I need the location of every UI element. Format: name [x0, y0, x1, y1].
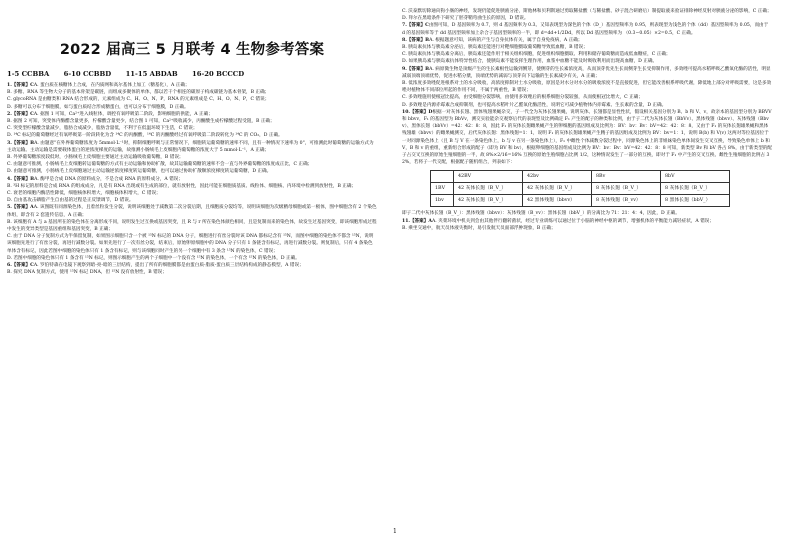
table-row: [431, 195, 730, 207]
table-cell: 42 黑体残翅（bbvv）: [523, 195, 592, 207]
answer-group: 11-15 ABDAB: [125, 70, 178, 78]
paragraph-text: B. 乘坐交通中，航天员体液失衡时，易引发航天员面部浮肿现象，B 正确；: [402, 225, 556, 231]
answer-group: 6-10 CCBBD: [63, 70, 112, 78]
paragraph-text: A. 罗伯特森在电镜下观察到暗-亮-暗的三层结构，提出了所有的细胞膜都是由蛋白质-脂质-蛋白质三层结构构成的静态模型，A 错误；: [33, 263, 304, 269]
table-row: [431, 183, 730, 195]
answer-paragraph: [7, 183, 377, 190]
paragraph-text: C. 由于 DNA 分子复制方式为半保留复制，如果图示细胞只含一个被 ¹⁵N 标记的 DNA 分子，细胞进行有丝分裂时该 DNA 都标记含有 ¹⁵N，而图中细胞的染色体不都含 ¹⁵N，说明该细胞先进行了有丝分裂，再进行减数分裂。如果先进行了一次有丝分裂，结束后，原始卵原细胞中的 DNA 分子只有 1 条链含有标记，再进行减数分裂。则复制后，只有 4 条染色单体含有标记，因此若图中细胞的染色体只有 1 条含有标记，则与该细胞同时产生的另一个细胞中有 3 条含 ¹⁵N 的染色体，C 错误；: [7, 234, 374, 254]
table-cell: [431, 171, 454, 183]
paragraph-text: C. 由题意可推测，小肠绒毛上皮细胞转运葡萄糖的方式有主动运输和协助扩散，故其运输葡萄糖的速率不会一直与外界葡萄糖的浓度成正比，C 正确；: [7, 162, 313, 168]
question-label: 6.【答案】C: [7, 263, 34, 269]
answer-paragraph: [7, 176, 377, 183]
paragraph-text: A. 病原微生物是顶级产生的生长素根性运输到侧芽，使侧芽的生长素浓度高，从而顶芽优先生长而侧芽生长受抑制作用，多效唑可提高水稻呼吸乙酸氧化酶的活性，明显减弱顶端顶端优势，促进水稻分蘖，顶端优势的减弱与顶芽向下运输的生长素减少有关，A 正确；: [402, 66, 771, 79]
paragraph-text: A. 夹菜环境中机关到会由其他伴行翻转菌状，经过专业训练可以通过位于小脑的神经中枢的调节，增强机体的平衡能力减轻症状，A 错误；: [431, 218, 714, 224]
answer-paragraph: [402, 37, 772, 44]
answer-paragraph: [402, 102, 772, 109]
answer-paragraph: [7, 255, 377, 262]
table-cell: 8 灰体长翅（B_V_）: [592, 183, 661, 195]
answer-paragraph: [402, 15, 772, 22]
answer-paragraph: [7, 104, 377, 111]
answer-paragraph: [402, 94, 772, 101]
paragraph-text: A. 根据题意可知，该病的产生与自身抗体有关，属于自身免疫病，A 正确；: [429, 37, 583, 43]
paragraph-text: D. 多效唑是内源赤霉素合成抑制剂，也可提高水稻叶片乙醛氧化酶活性，说明它可减少植物体内赤霉素、生长素的含量，D 正确。: [402, 102, 667, 108]
paragraph-text: D. ¹⁴C 标记的葡萄糖经过有氧呼吸第一阶段转化为含 ¹⁴C 的丙酮酸，¹⁴C 的丙酮酸经过有氧呼吸第二阶段转化为 ¹⁴C 的 CO₂，D 正确。: [7, 133, 283, 139]
answer-paragraph: [7, 269, 377, 276]
paragraph-text: D. 自由基攻击磷脂产生自由基的过程是正反馈调节，D 错误。: [7, 198, 134, 204]
table-cell: 8 黑体长翅（bbV_）: [661, 195, 730, 207]
answer-paragraph: [7, 233, 377, 255]
answer-paragraph: [7, 96, 377, 103]
answer-paragraph: [402, 22, 772, 36]
answer-paragraph: [402, 58, 772, 65]
paragraph-text: B. 多糖、RNA 等生物大分子的基本骨架是碳链，而组成多聚体的单体，都以若干个相连的碳原子构成碳链为基本骨架，B 正确；: [7, 90, 270, 96]
paragraph-text: A. 据图 1 可知，Ca²⁺进入线粒体，调控有氧呼吸第二阶段，影响细胞的供能，A 正确；: [33, 111, 213, 117]
answer-paragraph: [402, 66, 772, 80]
table-cell: 8bV: [661, 171, 730, 183]
paragraph-text: D. 拜尔在黑暗条件下研究了胚芽鞘弯曲生长的原因，D 错误。: [402, 16, 529, 22]
answer-key: [7, 70, 377, 79]
paragraph-text: A. 该图既有同源染色体，且着丝粒发生分裂，说明该细胞处于减数第二次分裂后期，且细胞质分裂均等，说明该细胞为次级精母细胞或第一极体，图中细胞含有 2 个染色体组，即含有 2 套遗传信息，A 正确；: [7, 205, 377, 218]
answer-paragraph: [7, 118, 377, 125]
answer-paragraph: [7, 89, 377, 96]
answer-paragraph: [7, 111, 377, 118]
paragraph-text: B. 胰岛素抗体与胰岛素分泌后，胰岛素还能进行对靶细胞摄取葡萄糖导致低血糖，B 错误；: [402, 45, 588, 51]
answer-paragraph: [7, 219, 377, 233]
answer-paragraph: [7, 262, 377, 269]
table-cell: 8 灰体长翅（B_V_）: [661, 183, 730, 195]
paragraph-text: A. 蛋白质在核糖体上合成，在内质网和高尔基体上加工（糖基化），A 正确；: [33, 83, 190, 88]
answer-paragraph: [402, 51, 772, 58]
table-cell: 42 灰体长翅（B_V_）: [454, 183, 523, 195]
paragraph-text: B. 该细胞有 A 与 a 基因所在的染色体在分离形成不同，说明发生过互换或基因突变，且 R 与 r 所在染色体颜色相同，且是复制而来的染色体，故发生过基因突变，即该细胞形成过程中发生的变异类型是基因重组和基因突变，B 正确；: [7, 219, 377, 233]
paragraph-text: 即子二代中灰体长翅（B_V_）：黑体残翅（bbvv）：灰体残翅（B_vv）：黑体长翅（bbV_）的分离比为 71：21：4：4，因此，D 正确。: [402, 211, 680, 217]
paragraph-text: B. ³H 标记的原料是合成 RNA 的组成成分，凡是有 RNA 出现或有生成的部位，就有放射性，因此可能在细胞质基质、线粒体、细胞核、内环境中检测到放射性，B 正确；: [7, 183, 357, 189]
answer-group: 1-5 CCBBA: [7, 70, 50, 78]
paragraph-text: C. 多效唑施用使根冠比提高，由受细胞分裂影响，由使用多效唑后的根系细胞分裂较强，从而使根冠比增大，C 正确；: [402, 95, 643, 101]
right-body: [402, 8, 772, 166]
question-label: 10.【答案】D: [402, 109, 433, 115]
question-label: 2.【答案】C: [7, 111, 34, 117]
table-cell: 1bv: [431, 195, 454, 207]
answer-paragraph: [7, 132, 377, 139]
answer-paragraph: [402, 44, 772, 51]
paragraph-text: D. 若图中细胞的染色体只有 1 条含有 ¹⁵N 标记，则图示细胞产生的两个子细胞中一个没有含 ¹⁵N 的染色体，一个有含 ¹⁵N 的染色体，D 正确。: [7, 255, 300, 261]
paragraph-text: A. 由题意"在外界葡萄糖浓度为 5mmol·L⁻¹时，抑制细胞呼吸与正常情况下，细胞转运葡萄糖的速率不同，且有一种情况下速率为 0"，可推测此时葡萄糖的运输方式为主动运输。主动运输是需要载体蛋白的逆浓度梯度的运输，故推测小肠绒毛上皮细胞内葡萄糖的浓度大于 5 mmol·L⁻¹，A 正确；: [7, 140, 374, 153]
paragraph-text: 由图可知，D 基因频率为 0.7，则 d 基因频率为 0.3。又知表现型为深色的个体（D_）基因型频率为 0.95，则表现型为浅色的个体（dd）基因型频率为 0.05，而由于 d 的基因频率等于 dd 基因型频率加上杂合子基因型频率的一半，即 d=dd+1/2Dd，所以 Dd 基因型频率为 （0.3−0.05）×2=0.5，C 正确。: [402, 23, 769, 36]
answer-paragraph: [7, 190, 377, 197]
paragraph-text: D. 多糖可以分布于细胞膜，如与蛋白质结合形成糖蛋白，也可以分布于细胞膜，D 正确。: [7, 104, 189, 110]
left-body: [7, 82, 377, 276]
answer-group: 16-20 BCCCD: [192, 70, 245, 78]
paragraph-text: A. 酶甲是合成 DNA 的原料成分，不是合成 RNA 的原料成分，A 错误；: [34, 176, 183, 182]
answer-paragraph: [402, 225, 772, 232]
table-cell: 42BV: [454, 171, 523, 183]
question-label: 3.【答案】B: [7, 140, 35, 146]
answer-paragraph: [7, 161, 377, 168]
question-label: 8.【答案】B: [402, 37, 430, 43]
right-body-after-table: [402, 210, 772, 232]
table-cell: 1BV: [431, 183, 454, 195]
answer-paragraph: [7, 140, 377, 154]
answer-paragraph: [7, 125, 377, 132]
answer-paragraph: [7, 197, 377, 204]
paragraph-text: B. 探究 DNA 复制方式，使用 ¹⁵N 标记 DNA，但 ¹⁵N 没有放射性，B 错误；: [7, 270, 167, 276]
table-cell: 42bv: [523, 171, 592, 183]
answer-paragraph: [7, 82, 377, 89]
paragraph-text: C. 胰岛素抗体与胰岛素分离后，胰岛素还能作用于相关组织细胞，促进组织细胞摄取、利用和储存葡萄糖而造成低血糖症，C 正确；: [402, 52, 671, 58]
paragraph-text: C. 沃泰默切除通向狗小肠的神经，发现仍能促进胰液分泌，斯他林和贝利斯通过剪取稀盐酸（与稀盐酸、砂子混合研磨后）制提取液来验证排除神经反射对胰液分泌的影响，C 正确；: [402, 9, 772, 14]
answer-paragraph: [7, 154, 377, 161]
table-cell: 8 灰体残翅（B_vv）: [592, 195, 661, 207]
table-cell: 42 灰体长翅（B_V_）: [454, 195, 523, 207]
document-title: 2022 届高三 5 月联考 4 生物参考答案: [59, 42, 325, 58]
right-column: [402, 8, 772, 232]
paragraph-text: C. glycoRNA 是由糖类和 RNA 结合形成的，元素组成为 C、H、O、N、P，RNA 的元素组成是 C、H、O、N、P，C 错误；: [7, 97, 270, 103]
answer-paragraph: [402, 210, 772, 217]
paragraph-text: B. 外界葡萄糖浓度较低时，小肠绒毛上皮细胞主要通过主动运输吸收葡萄糖，B 错误；: [7, 155, 184, 161]
question-label: 11.【答案】A: [402, 218, 432, 224]
question-label: 1.【答案】C: [7, 83, 34, 88]
table-row: [431, 171, 730, 183]
answer-paragraph: [7, 204, 377, 218]
left-column: [7, 8, 377, 276]
paragraph-text: C. 衰老的细胞内酶活性降低，细胞核体积增大，细胞核体积增大，C 错误；: [7, 191, 161, 197]
question-label: 4.【答案】B: [7, 176, 35, 182]
paragraph-text: D. 如果胰岛素与胰岛素抗体特异性结合，使胰岛素不能发挥生理作用，血浆中血糖不能及时吸收利用而出现高血糖，D 正确。: [402, 59, 658, 65]
paragraph-text: B. 低浓度多效唑促进根系对土的水分吸收，高浓度抑制对土水分吸收，原因是对水分对水分的吸收浓度不是直接促进，但它能改善根系呼吸代谢，降低地上部分对呼吸需要，这是多效唑对植物体不同部位所起的作用不同，不属于两重性，B 错误；: [402, 81, 772, 94]
question-label: 5.【答案】A: [7, 205, 34, 211]
answer-paragraph: [7, 168, 377, 175]
question-label: 9.【答案】B: [402, 66, 430, 72]
page-number: 1: [393, 528, 397, 535]
answer-paragraph: [402, 8, 772, 15]
paragraph-text: B. 据图 2 可知，突变体内酶醋含量更多，柠檬酸含量更少，结合图 1 可知，Ca²⁺吸收减少，丙酮酸生成柠檬酸过程受阻，B 正确；: [7, 119, 275, 125]
answer-paragraph: [402, 80, 772, 94]
answer-paragraph: [402, 109, 772, 167]
paragraph-text: 根据一对灰体长翅、黑体残翅果蝇杂交，子一代全为灰体长翅果蝇，说明灰体、长翅都是显性性状，假设相关基因分别为 B、b 和 V、v，故亲本的基因型分别为 BBVV 和 bbvv，F₁ 的基因型为 BbVv，测交实验能杂交观察后代的表现型及比例确定 F₁ 产生的配子的种类和比例，由于子二代为灰体长翅（BbVv）、黑体残翅（bbvv）、灰体残翅（Bbvv）、黑体长翅（bbVv）=42：42：8：8，因此 F₁ 的灰体长翅雌果蝇产生的卵细胞的基因组成及比例为：BV：bv：Bv：bV=42：42：8：8，又由于 F₁ 的灰体长翅雄果蝇和黑体残翅雄（bbvv）的雌果蝇测交，后代灰体长翅：黑体残翅=1：1，说明 F₁ 的灰体长翅雄果蝇产生精子的基因组成及比例为 BV：bv=1：1，说明 B(b) 和 V(v) 这两对等位基因位于一对同源染色体上（且 B 与 V 在一条染色体上，b 与 v 在另一条染色体上），F₁ 中雌性个体减数分裂过程中，同源染色体上的非姐妹染色单体间发生交叉互换，导致染色单体上 b 和 V，B 和 v 的重组，重新组合形成的配子（即为 BV 和 bv），根据卵细胞的基因组成及比例为 BV：bv：Bv：bV=42：42：8：8 可知，新类型 Bv 和 bV 各占 8%，由于新类型的配子占交叉互换的原始生殖细胞的一半，故 8%×2/16=16% 互换的原始生殖细胞占比例 1/2，这种情况发生了一部分的互换，即对于 F₁ 中产生的交叉互换、雌性生殖细胞的比例占 32%，若将子一代交配，根据配子随机组合，列表如下：: [402, 109, 773, 166]
answer-paragraph: [402, 218, 772, 225]
question-label: 7.【答案】C: [402, 23, 429, 29]
table-cell: 8Bv: [592, 171, 661, 183]
paragraph-text: C. 突变型柠檬酸含量减少，脂肪合成减少，脂肪含量低，不利于在低温环境下生活，C 错误；: [7, 126, 198, 132]
table-cell: 42 灰体长翅（B_V_）: [523, 183, 592, 195]
genetics-table: [430, 170, 730, 207]
paragraph-text: D. 由题意可推测，小肠绒毛上皮细胞通过主动运输逆浓度梯度转运葡萄糖，也可以通过协助扩散顺浓度梯度转运葡萄糖，D 正确。: [7, 169, 272, 175]
